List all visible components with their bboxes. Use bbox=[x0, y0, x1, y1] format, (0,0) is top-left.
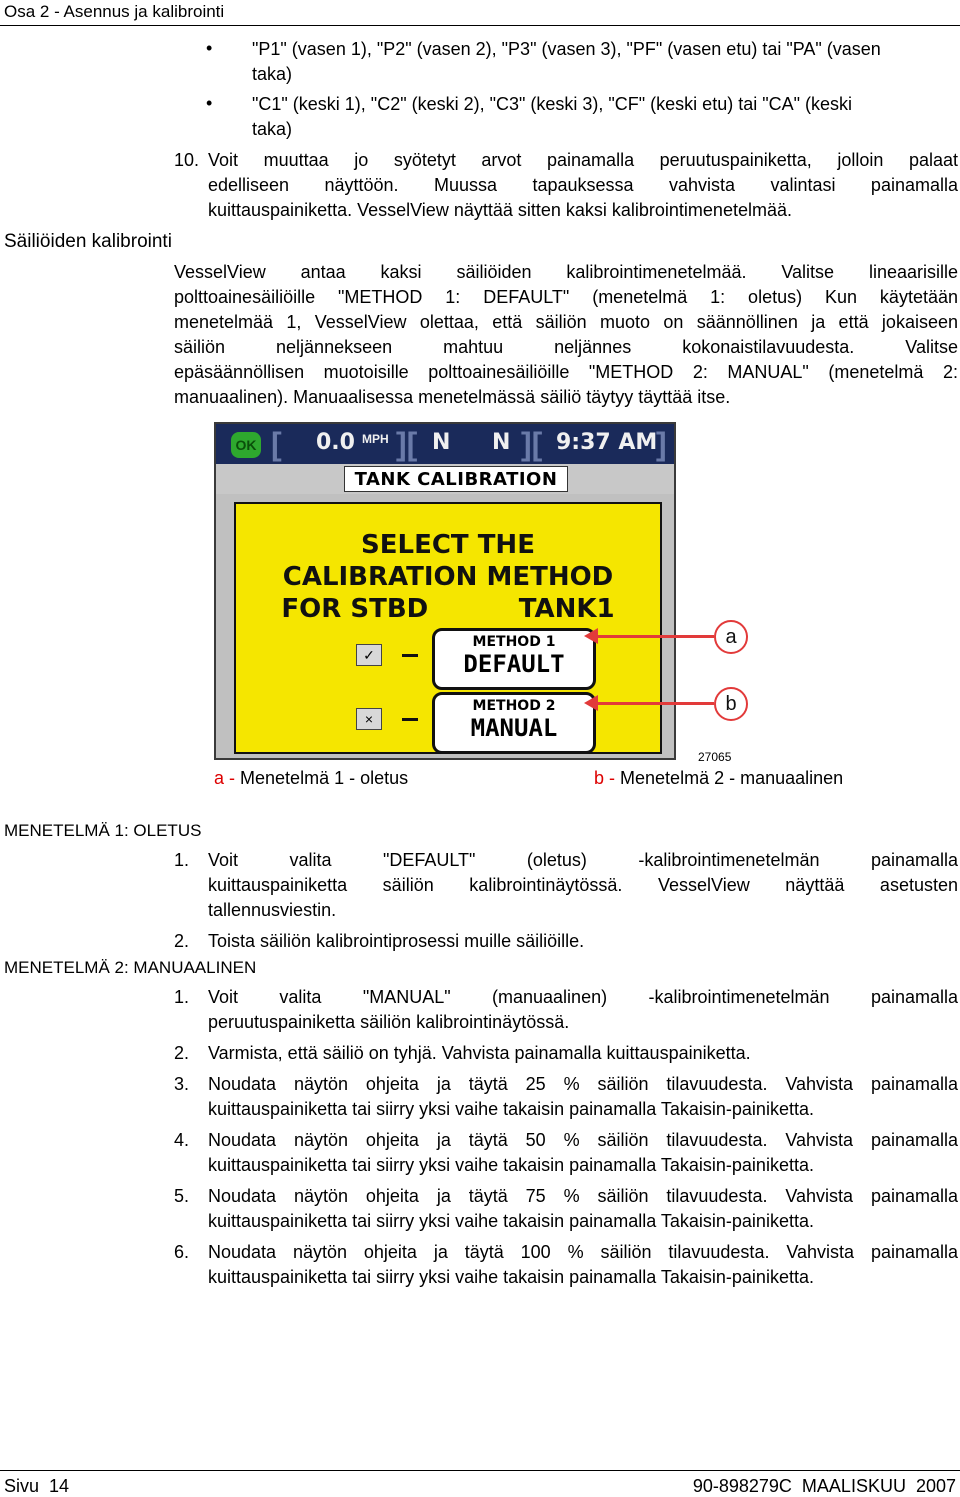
method-1-title: MENETELMÄ 1: OLETUS bbox=[4, 821, 202, 840]
m1-step2-line1: Toista säiliön kalibrointiprosessi muille säiliöille. bbox=[208, 931, 585, 951]
step-10-line-1: Voit muuttaa jo syötetyt arvot painamalla peruutuspainiketta, jolloin palaat bbox=[208, 150, 958, 170]
prompt-line-1: SELECT THE bbox=[361, 530, 535, 560]
bullet-2-line-2: taka) bbox=[252, 119, 293, 139]
step-number: 5. bbox=[174, 1186, 190, 1206]
caption-b-text: Menetelmä 2 - manuaalinen bbox=[620, 768, 844, 788]
m2-step1-line1: Voit valita "MANUAL" (manuaalinen) -kalibrointimenetelmän painamalla bbox=[208, 987, 958, 1007]
section-line-6: manuaalinen). Manuaalisessa menetelmässä säiliö täytyy täyttää itse. bbox=[174, 387, 731, 407]
caption-a bbox=[214, 768, 408, 789]
page-number: Sivu 14 bbox=[4, 1476, 70, 1496]
section-line-3: menetelmää 1, VesselView olettaa, että säiliön muoto on säännöllinen ja että jokaiseen bbox=[174, 312, 958, 332]
m2-step2-line1: Varmista, että säiliö on tyhjä. Vahvista painamalla kuittauspainiketta. bbox=[208, 1043, 751, 1063]
document-id: 90-898279C MAALISKUU 2007 bbox=[692, 1476, 956, 1496]
status-bar: OK [ 0.0 MPH ][ N N ][ 9:37 AM ] bbox=[216, 424, 674, 464]
heading-1: N bbox=[432, 430, 451, 455]
step-number: 2. bbox=[174, 1043, 190, 1063]
bullet-1-line-2: taka) bbox=[252, 64, 293, 84]
m2-step3-line2: kuittauspainiketta tai siirry yksi vaihe takaisin painamalla Takaisin-painiketta. bbox=[208, 1099, 814, 1119]
m2-step3-line1: Noudata näytön ohjeita ja täytä 25 % säiliön tilavuudesta. Vahvista painamalla bbox=[208, 1074, 958, 1094]
section-line-5: epäsäännöllisen muotoisille polttoainesäiliöille "METHOD 2: MANUAL" (menetelmä 2: bbox=[174, 362, 958, 382]
caption-b-letter: b - bbox=[594, 768, 616, 788]
step-number: 1. bbox=[174, 987, 190, 1007]
arrow-b-line bbox=[596, 702, 714, 705]
section-line-4: säiliön neljännekseen mahtuu neljännes kokonaistilavuudesta. Valitse bbox=[174, 337, 958, 357]
m2-step1-line2: peruutuspainiketta säiliön kalibrointinäytössä. bbox=[208, 1012, 570, 1032]
method-1-label: METHOD 1 bbox=[472, 634, 556, 650]
figure-number: 27065 bbox=[698, 750, 732, 764]
method-1-button[interactable] bbox=[432, 628, 596, 690]
step-number: 3. bbox=[174, 1074, 190, 1094]
step-number: 2. bbox=[174, 931, 190, 951]
step-number: 4. bbox=[174, 1130, 190, 1150]
arrow-a-line bbox=[596, 635, 714, 638]
prompt-line-2: CALIBRATION METHOD bbox=[282, 562, 614, 592]
m1-step1-line2: kuittauspainiketta säiliön kalibrointinäytössä. VesselView näyttää asetusten bbox=[208, 875, 958, 895]
m2-step6-line2: kuittauspainiketta tai siirry yksi vaihe takaisin painamalla Takaisin-painiketta. bbox=[208, 1267, 814, 1287]
check-icon: ✓ bbox=[356, 644, 382, 666]
vesselview-screen bbox=[214, 422, 676, 760]
m1-step1-line3: tallennusviestin. bbox=[208, 900, 337, 920]
caption-a-letter: a - bbox=[214, 768, 236, 788]
callout-b: b bbox=[714, 687, 748, 721]
bullet-1-line-1: "P1" (vasen 1), "P2" (vasen 2), "P3" (vasen 3), "PF" (vasen etu) tai "PA" (vasen bbox=[252, 39, 881, 59]
bullet-2-line-1: "C1" (keski 1), "C2" (keski 2), "C3" (keski 3), "CF" (keski etu) tai "CA" (keski bbox=[252, 94, 853, 114]
caption-a-text: Menetelmä 1 - oletus bbox=[240, 768, 409, 788]
title-bar bbox=[216, 464, 674, 494]
footer-divider bbox=[0, 1470, 960, 1471]
speed-value: 0.0 bbox=[316, 430, 355, 455]
method-2-value: MANUAL bbox=[470, 714, 558, 742]
section-title: Säiliöiden kalibrointi bbox=[4, 231, 172, 252]
step-number: 6. bbox=[174, 1242, 190, 1262]
method-2-label: METHOD 2 bbox=[472, 698, 556, 714]
step-number: 10. bbox=[174, 150, 200, 170]
step-10-line-3: kuittauspainiketta. VesselView näyttää sitten kaksi kalibrointimenetelmää. bbox=[208, 200, 792, 220]
m2-step6-line1: Noudata näytön ohjeita ja täytä 100 % säiliön tilavuudesta. Vahvista painamalla bbox=[208, 1242, 958, 1262]
prompt-line-3: FOR STBD TANK1 bbox=[281, 594, 615, 624]
method-1-value: DEFAULT bbox=[463, 650, 565, 678]
m1-step1-line1: Voit valita "DEFAULT" (oletus) -kalibrointimenetelmän painamalla bbox=[208, 850, 958, 870]
cross-icon: × bbox=[356, 708, 382, 730]
step-10-line-2: edelliseen näyttöön. Muussa tapauksessa vahvista valintasi painamalla bbox=[208, 175, 958, 195]
callout-a: a bbox=[714, 620, 748, 654]
heading-2: N bbox=[492, 430, 511, 455]
section-line-2: polttoainesäiliöille "METHOD 1: DEFAULT" (menetelmä 1: oletus) Kun käytetään bbox=[174, 287, 958, 307]
section-line-1: VesselView antaa kaksi säiliöiden kalibrointimenetelmää. Valitse lineaarisille bbox=[174, 262, 958, 282]
clock: 9:37 AM bbox=[556, 430, 658, 455]
bullet-icon: • bbox=[206, 93, 213, 113]
m2-step5-line1: Noudata näytön ohjeita ja täytä 75 % säiliön tilavuudesta. Vahvista painamalla bbox=[208, 1186, 958, 1206]
ok-badge: OK bbox=[231, 432, 261, 458]
m2-step5-line2: kuittauspainiketta tai siirry yksi vaihe takaisin painamalla Takaisin-painiketta. bbox=[208, 1211, 814, 1231]
m2-step4-line2: kuittauspainiketta tai siirry yksi vaihe takaisin painamalla Takaisin-painiketta. bbox=[208, 1155, 814, 1175]
header-title: Osa 2 - Asennus ja kalibrointi bbox=[4, 2, 225, 21]
caption-b bbox=[594, 768, 843, 789]
step-number: 1. bbox=[174, 850, 190, 870]
speed-unit: MPH bbox=[362, 432, 389, 446]
header-divider bbox=[0, 25, 960, 26]
method-2-button[interactable] bbox=[432, 692, 596, 754]
screen-title: TANK CALIBRATION bbox=[344, 466, 568, 492]
m2-step4-line1: Noudata näytön ohjeita ja täytä 50 % säiliön tilavuudesta. Vahvista painamalla bbox=[208, 1130, 958, 1150]
method-2-title: MENETELMÄ 2: MANUAALINEN bbox=[4, 958, 257, 977]
page-header bbox=[0, 0, 960, 28]
bullet-icon: • bbox=[206, 38, 213, 58]
